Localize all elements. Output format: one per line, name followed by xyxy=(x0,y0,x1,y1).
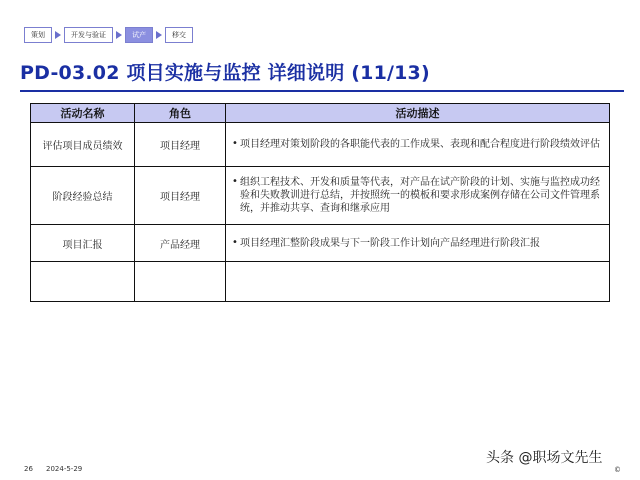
process-step-develop: 开发与验证 xyxy=(64,27,113,43)
activity-table xyxy=(30,103,610,302)
column-header-role: 角色 xyxy=(135,104,226,123)
arrow-right-icon xyxy=(55,31,61,39)
table-header-row xyxy=(31,104,610,123)
footer-date: 2024-5-29 xyxy=(46,465,83,473)
table-row xyxy=(31,167,610,225)
activity-name-cell xyxy=(31,262,135,302)
column-header-activity: 活动名称 xyxy=(31,104,135,123)
bullet-icon: • xyxy=(232,138,238,149)
table-row-empty xyxy=(31,262,610,302)
process-step-trial: 试产 xyxy=(125,27,153,43)
activity-name-cell: 阶段经验总结 xyxy=(31,167,135,225)
role-cell: 项目经理 xyxy=(135,167,226,225)
watermark: 头条 @职场文先生 xyxy=(486,450,603,466)
page-number: 26 xyxy=(24,465,33,473)
page-title: PD-03.02 项目实施与监控 详细说明 (11/13) xyxy=(20,62,430,84)
table-row xyxy=(31,225,610,262)
title-divider xyxy=(20,90,624,92)
process-step-plan: 策划 xyxy=(24,27,52,43)
role-cell xyxy=(135,262,226,302)
role-cell: 项目经理 xyxy=(135,123,226,167)
activity-name-cell: 评估项目成员绩效 xyxy=(31,123,135,167)
table-row xyxy=(31,123,610,167)
bullet-icon: • xyxy=(232,236,238,248)
arrow-right-icon xyxy=(156,31,162,39)
process-bar xyxy=(24,27,193,43)
description-text: 项目经理汇整阶段成果与下一阶段工作计划向产品经理进行阶段汇报 xyxy=(240,237,540,249)
description-text: 项目经理对策划阶段的各职能代表的工作成果、表现和配合程度进行阶段绩效评估 xyxy=(240,139,600,150)
description-cell xyxy=(226,167,610,225)
description-cell xyxy=(226,123,610,167)
activity-name-cell: 项目汇报 xyxy=(31,225,135,262)
bullet-icon: • xyxy=(232,176,238,187)
copyright-mark: © xyxy=(614,466,621,474)
description-cell xyxy=(226,262,610,302)
description-text: 组织工程技术、开发和质量等代表，对产品在试产阶段的计划、实施与监控成功经验和失败教训进行总结，并按照统一的模板和要求形成案例存储在公司文件管理系统，并推动共享、查询和继承应用 xyxy=(240,177,600,214)
arrow-right-icon xyxy=(116,31,122,39)
description-cell xyxy=(226,225,610,262)
role-cell: 产品经理 xyxy=(135,225,226,262)
column-header-description: 活动描述 xyxy=(226,104,610,123)
process-step-handover: 移交 xyxy=(165,27,193,43)
